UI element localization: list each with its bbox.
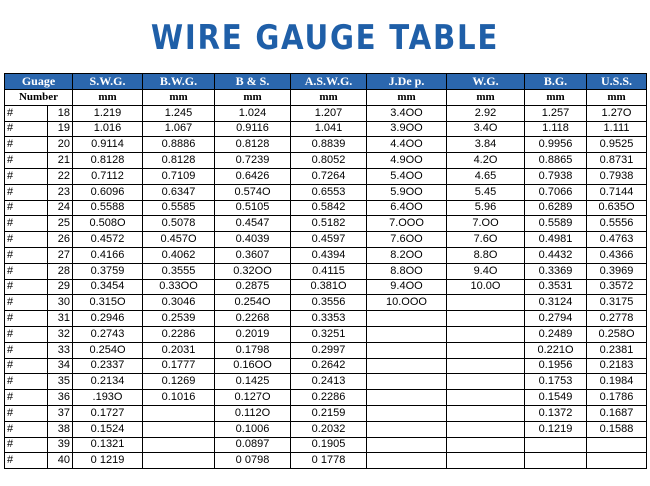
table-cell: 0.254O [73, 342, 143, 358]
table-cell: 0.1425 [215, 374, 291, 390]
table-cell: 0.2794 [525, 311, 587, 327]
table-cell: 5.4OO [367, 168, 447, 184]
table-cell: 0.8731 [587, 153, 647, 169]
unit-header: mm [447, 90, 525, 106]
column-header: B & S. [215, 74, 291, 90]
table-cell: 2.92 [447, 105, 525, 121]
table-cell: 0.6553 [291, 184, 367, 200]
table-cell: 0.2019 [215, 326, 291, 342]
table-cell: 0.7066 [525, 184, 587, 200]
table-cell: 0.7264 [291, 168, 367, 184]
table-cell: 6.4OO [367, 200, 447, 216]
table-cell: 0.2489 [525, 326, 587, 342]
table-cell: 0.2413 [291, 374, 367, 390]
table-row [5, 405, 647, 421]
table-cell: 0.9956 [525, 137, 587, 153]
table-cell: 0.1753 [525, 374, 587, 390]
table-row [5, 105, 647, 121]
unit-header: mm [291, 90, 367, 106]
table-cell: 0.7109 [143, 168, 215, 184]
table-cell: 0.3454 [73, 279, 143, 295]
table-cell: 0.5589 [525, 216, 587, 232]
table-cell: 0.4572 [73, 232, 143, 248]
table-cell: 0.381O [291, 279, 367, 295]
table-cell: 3.4O [447, 121, 525, 137]
table-row [5, 247, 647, 263]
table-cell: 0.9114 [73, 137, 143, 153]
gauge-marker: # [5, 121, 48, 137]
table-cell: 0.16OO [215, 358, 291, 374]
table-cell: 0.4115 [291, 263, 367, 279]
table-cell: 0.4597 [291, 232, 367, 248]
table-cell: 1.016 [73, 121, 143, 137]
table-cell [367, 311, 447, 327]
table-cell: 0.2286 [143, 326, 215, 342]
gauge-number: 35 [48, 374, 73, 390]
table-cell: 4.2O [447, 153, 525, 169]
table-cell [525, 437, 587, 453]
gauge-number: 29 [48, 279, 73, 295]
table-cell: 10.0O [447, 279, 525, 295]
table-cell [367, 453, 447, 469]
table-cell [447, 342, 525, 358]
table-cell: 5.9OO [367, 184, 447, 200]
table-cell: 0.4981 [525, 232, 587, 248]
table-row [5, 390, 647, 406]
table-cell: 0.508O [73, 216, 143, 232]
table-row [5, 232, 647, 248]
table-cell: 0.32OO [215, 263, 291, 279]
gauge-marker: # [5, 453, 48, 469]
table-cell: 5.45 [447, 184, 525, 200]
table-cell: 0.457O [143, 232, 215, 248]
table-cell: 0.0897 [215, 437, 291, 453]
gauge-number: 36 [48, 390, 73, 406]
table-row [5, 374, 647, 390]
gauge-marker: # [5, 295, 48, 311]
gauge-number: 40 [48, 453, 73, 469]
table-cell: 9.4O [447, 263, 525, 279]
table-cell: 1.024 [215, 105, 291, 121]
gauge-number: 27 [48, 247, 73, 263]
table-cell [447, 437, 525, 453]
table-cell: 7.OO [447, 216, 525, 232]
table-cell: 1.118 [525, 121, 587, 137]
table-cell: 0.3251 [291, 326, 367, 342]
table-cell: 0.5585 [143, 200, 215, 216]
gauge-number: 28 [48, 263, 73, 279]
table-cell: 0.1219 [525, 421, 587, 437]
table-cell: 0.1372 [525, 405, 587, 421]
table-cell: 9.4OO [367, 279, 447, 295]
table-cell: 0.2778 [587, 311, 647, 327]
table-cell: 7.OOO [367, 216, 447, 232]
column-header: B.G. [525, 74, 587, 90]
unit-header: mm [215, 90, 291, 106]
gauge-number: 25 [48, 216, 73, 232]
table-cell: .193O [73, 390, 143, 406]
table-cell: 0.7938 [587, 168, 647, 184]
table-cell [447, 311, 525, 327]
table-row [5, 421, 647, 437]
unit-header: mm [73, 90, 143, 106]
table-cell: 1.257 [525, 105, 587, 121]
table-cell: 0.2268 [215, 311, 291, 327]
table-cell: 3.4OO [367, 105, 447, 121]
table-cell: 0.5588 [73, 200, 143, 216]
table-cell: 0.2642 [291, 358, 367, 374]
table-cell: 0.6426 [215, 168, 291, 184]
table-cell: 0.33OO [143, 279, 215, 295]
table-cell: 8.8O [447, 247, 525, 263]
table-cell: 8.8OO [367, 263, 447, 279]
unit-header: mm [143, 90, 215, 106]
gauge-marker: # [5, 216, 48, 232]
table-cell: 0.3969 [587, 263, 647, 279]
table-cell: 0.1727 [73, 405, 143, 421]
table-cell [367, 405, 447, 421]
table-cell: 0.258O [587, 326, 647, 342]
table-cell [143, 405, 215, 421]
gauge-number: 31 [48, 311, 73, 327]
table-row [5, 326, 647, 342]
table-cell [447, 326, 525, 342]
gauge-marker: # [5, 153, 48, 169]
table-cell: 0.1777 [143, 358, 215, 374]
table-cell: 0.2539 [143, 311, 215, 327]
table-cell: 0.2031 [143, 342, 215, 358]
column-header: Guage [5, 74, 73, 90]
table-cell: 7.6OO [367, 232, 447, 248]
table-cell: 0.3531 [525, 279, 587, 295]
unit-row [5, 90, 647, 106]
table-cell: 0 0798 [215, 453, 291, 469]
table-cell: 0.2875 [215, 279, 291, 295]
table-cell: 0.1321 [73, 437, 143, 453]
table-cell: 0.4763 [587, 232, 647, 248]
table-cell: 0.8886 [143, 137, 215, 153]
table-cell: 0.5556 [587, 216, 647, 232]
table-cell [447, 390, 525, 406]
table-cell [367, 421, 447, 437]
table-row [5, 121, 647, 137]
table-cell: 0.3175 [587, 295, 647, 311]
gauge-marker: # [5, 326, 48, 342]
gauge-number: 26 [48, 232, 73, 248]
table-cell: 0 1219 [73, 453, 143, 469]
table-cell: 0.7239 [215, 153, 291, 169]
table-cell [447, 295, 525, 311]
gauge-number: 22 [48, 168, 73, 184]
gauge-marker: # [5, 200, 48, 216]
table-cell: 0.2286 [291, 390, 367, 406]
table-cell [367, 358, 447, 374]
table-cell: 0.8052 [291, 153, 367, 169]
table-cell: 0.3369 [525, 263, 587, 279]
gauge-marker: # [5, 105, 48, 121]
wire-gauge-table [4, 73, 647, 469]
table-cell: 0.4394 [291, 247, 367, 263]
table-cell: 5.96 [447, 200, 525, 216]
table-cell: 7.6O [447, 232, 525, 248]
column-header: U.S.S. [587, 74, 647, 90]
table-cell: 0.112O [215, 405, 291, 421]
gauge-number: 39 [48, 437, 73, 453]
table-cell: 0.3124 [525, 295, 587, 311]
gauge-marker: # [5, 263, 48, 279]
table-row [5, 200, 647, 216]
table-cell: 0.1798 [215, 342, 291, 358]
table-cell: 0.2159 [291, 405, 367, 421]
table-cell: 0.635O [587, 200, 647, 216]
table-cell: 0.1549 [525, 390, 587, 406]
page-title: WIRE GAUGE TABLE [150, 18, 500, 58]
table-cell: 1.111 [587, 121, 647, 137]
table-cell: 1.245 [143, 105, 215, 121]
table-cell [143, 437, 215, 453]
gauge-number: 20 [48, 137, 73, 153]
table-cell: 0.4166 [73, 247, 143, 263]
table-cell: 0.4366 [587, 247, 647, 263]
table-cell [587, 453, 647, 469]
table-cell [367, 390, 447, 406]
gauge-marker: # [5, 390, 48, 406]
table-cell: 1.27O [587, 105, 647, 121]
column-header: B.W.G. [143, 74, 215, 90]
table-cell: 0.574O [215, 184, 291, 200]
gauge-marker: # [5, 184, 48, 200]
gauge-marker: # [5, 405, 48, 421]
table-row [5, 279, 647, 295]
table-row [5, 184, 647, 200]
table-cell: 4.4OO [367, 137, 447, 153]
gauge-marker: # [5, 421, 48, 437]
table-cell: 0.5182 [291, 216, 367, 232]
table-cell: 0.4039 [215, 232, 291, 248]
table-cell: 0.1687 [587, 405, 647, 421]
table-cell: 0.2381 [587, 342, 647, 358]
table-cell: 0.1956 [525, 358, 587, 374]
table-cell: 0.6347 [143, 184, 215, 200]
gauge-number: 24 [48, 200, 73, 216]
table-cell [447, 453, 525, 469]
table-cell: 1.207 [291, 105, 367, 121]
table-cell: 0.1524 [73, 421, 143, 437]
table-cell [367, 326, 447, 342]
table-cell [143, 421, 215, 437]
unit-header: mm [525, 90, 587, 106]
table-row [5, 168, 647, 184]
gauge-number: 32 [48, 326, 73, 342]
gauge-marker: # [5, 137, 48, 153]
table-cell: 0.8128 [215, 137, 291, 153]
table-cell: 0.9116 [215, 121, 291, 137]
table-row [5, 358, 647, 374]
table-cell: 0.2337 [73, 358, 143, 374]
table-cell: 0.6096 [73, 184, 143, 200]
unit-header: mm [367, 90, 447, 106]
table-cell [447, 405, 525, 421]
table-cell [367, 374, 447, 390]
table-cell: 0.1269 [143, 374, 215, 390]
table-row [5, 153, 647, 169]
column-header: A.S.W.G. [291, 74, 367, 90]
table-cell: 0.2997 [291, 342, 367, 358]
gauge-number: 30 [48, 295, 73, 311]
header-row [5, 74, 647, 90]
table-cell: 0.7938 [525, 168, 587, 184]
table-row [5, 342, 647, 358]
table-cell: 0.8128 [143, 153, 215, 169]
table-cell [143, 453, 215, 469]
gauge-marker: # [5, 437, 48, 453]
table-cell: 3.84 [447, 137, 525, 153]
table-cell: 0.7144 [587, 184, 647, 200]
table-cell: 1.041 [291, 121, 367, 137]
gauge-marker: # [5, 232, 48, 248]
gauge-marker: # [5, 342, 48, 358]
table-cell [447, 358, 525, 374]
table-row [5, 295, 647, 311]
table-cell: 0.2032 [291, 421, 367, 437]
table-cell: 0.3353 [291, 311, 367, 327]
table-cell: 0.1984 [587, 374, 647, 390]
gauge-number: 18 [48, 105, 73, 121]
table-body [5, 105, 647, 468]
table-cell: 0.1588 [587, 421, 647, 437]
table-cell: 0.3555 [143, 263, 215, 279]
gauge-marker: # [5, 279, 48, 295]
table-cell: 0.8839 [291, 137, 367, 153]
table-cell: 0.9525 [587, 137, 647, 153]
table-cell: 0.4062 [143, 247, 215, 263]
table-cell: 0.8128 [73, 153, 143, 169]
table-cell: 0.1006 [215, 421, 291, 437]
table-cell: 0.6289 [525, 200, 587, 216]
table-cell: 0.254O [215, 295, 291, 311]
gauge-number: 33 [48, 342, 73, 358]
table-cell: 0.4547 [215, 216, 291, 232]
table-cell: 0.221O [525, 342, 587, 358]
table-row [5, 311, 647, 327]
table-cell: 1.219 [73, 105, 143, 121]
table-row [5, 453, 647, 469]
gauge-number: 37 [48, 405, 73, 421]
table-cell: 0.1905 [291, 437, 367, 453]
table-row [5, 437, 647, 453]
gauge-number: 23 [48, 184, 73, 200]
table-cell: 0.315O [73, 295, 143, 311]
table-cell: 0.2946 [73, 311, 143, 327]
table-cell: 8.2OO [367, 247, 447, 263]
column-header: J.De p. [367, 74, 447, 90]
table-cell: 0.2743 [73, 326, 143, 342]
table-cell: 0.3607 [215, 247, 291, 263]
gauge-number: 34 [48, 358, 73, 374]
table-cell: 0.5105 [215, 200, 291, 216]
table-cell: 0.3759 [73, 263, 143, 279]
table-row [5, 216, 647, 232]
table-cell: 0.3556 [291, 295, 367, 311]
gauge-number: 38 [48, 421, 73, 437]
gauge-marker: # [5, 358, 48, 374]
gauge-number: 21 [48, 153, 73, 169]
table-row [5, 137, 647, 153]
table-cell: 0.4432 [525, 247, 587, 263]
table-cell [367, 342, 447, 358]
table-cell [447, 421, 525, 437]
table-cell: 0 1778 [291, 453, 367, 469]
table-cell: 10.OOO [367, 295, 447, 311]
table-cell: 0.8865 [525, 153, 587, 169]
table-row [5, 263, 647, 279]
table-cell: 0.5842 [291, 200, 367, 216]
gauge-marker: # [5, 311, 48, 327]
table-cell: 0.127O [215, 390, 291, 406]
table-cell: 3.9OO [367, 121, 447, 137]
table-cell: 0.1016 [143, 390, 215, 406]
table-cell: 1.067 [143, 121, 215, 137]
table-cell: 0.7112 [73, 168, 143, 184]
gauge-marker: # [5, 168, 48, 184]
unit-header: Number [5, 90, 73, 106]
table-cell: 0.5078 [143, 216, 215, 232]
gauge-marker: # [5, 374, 48, 390]
unit-header: mm [587, 90, 647, 106]
gauge-marker: # [5, 247, 48, 263]
table-cell: 0.3572 [587, 279, 647, 295]
table-cell [525, 453, 587, 469]
table-cell: 4.9OO [367, 153, 447, 169]
column-header: S.W.G. [73, 74, 143, 90]
table-cell: 0.3046 [143, 295, 215, 311]
table-cell: 0.2183 [587, 358, 647, 374]
table-cell [367, 437, 447, 453]
table-cell: 0.2134 [73, 374, 143, 390]
gauge-number: 19 [48, 121, 73, 137]
column-header: W.G. [447, 74, 525, 90]
table-cell: 4.65 [447, 168, 525, 184]
table-cell: 0.1786 [587, 390, 647, 406]
table-cell [587, 437, 647, 453]
table-cell [447, 374, 525, 390]
